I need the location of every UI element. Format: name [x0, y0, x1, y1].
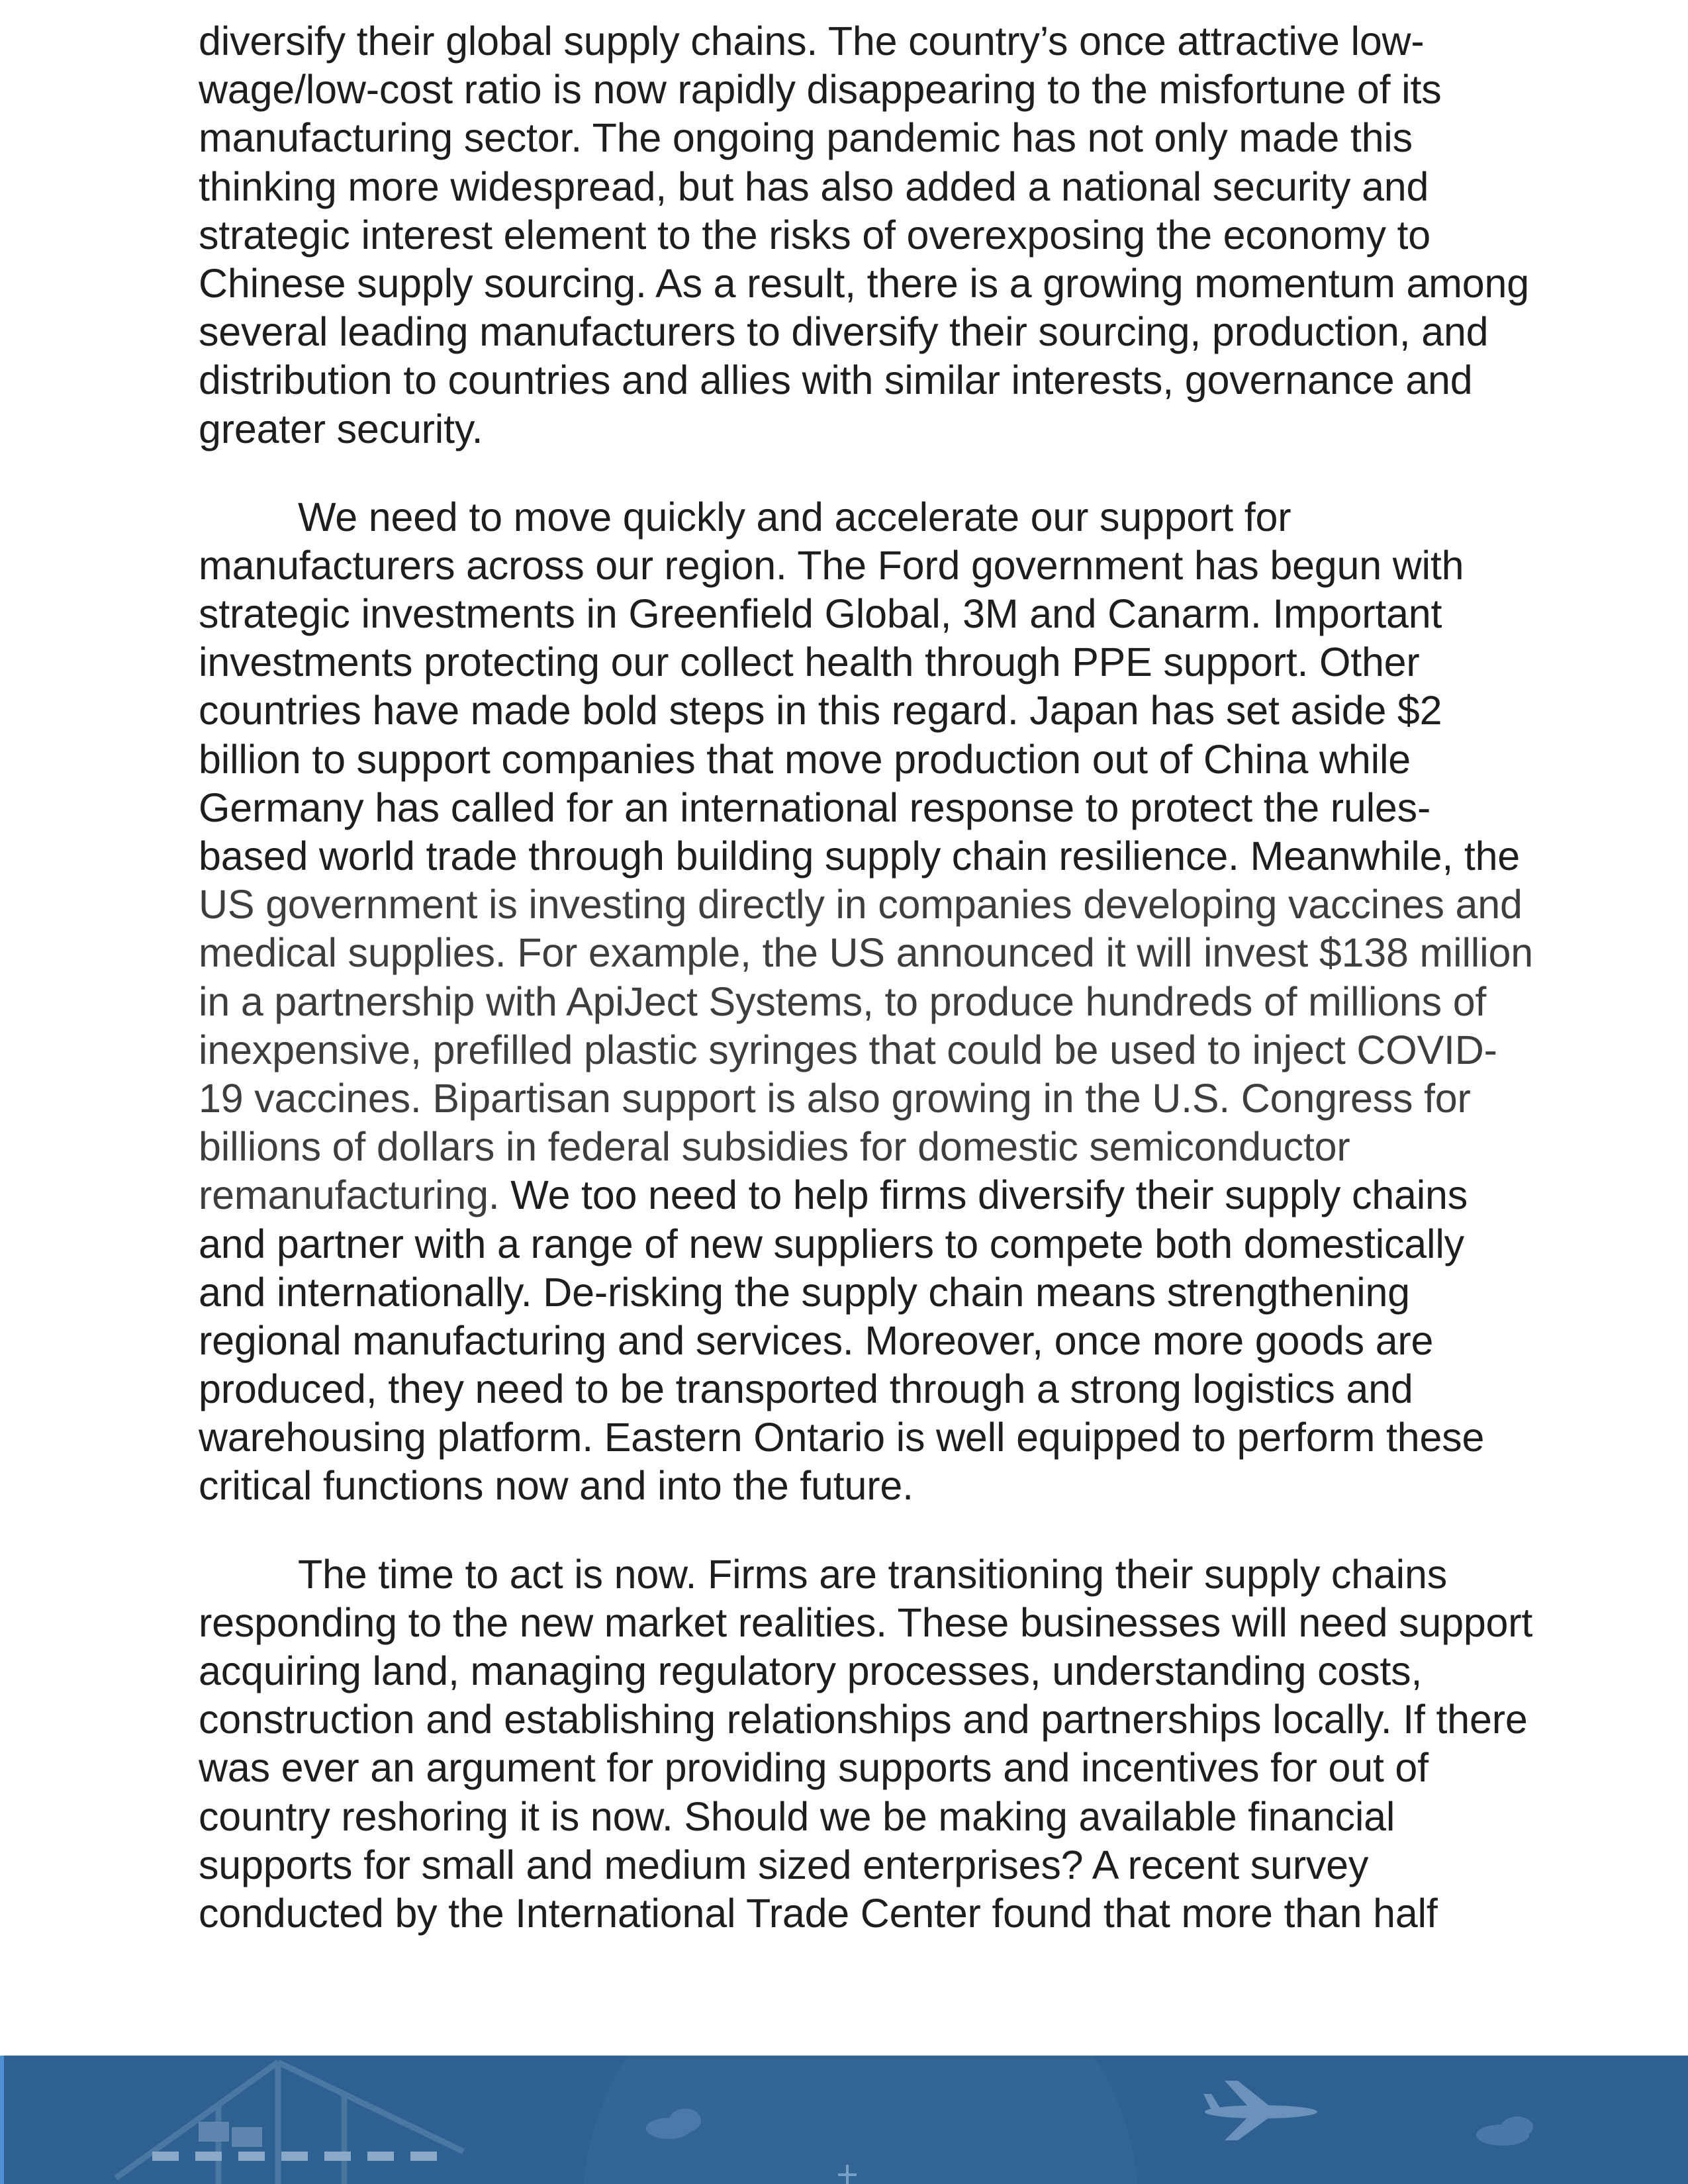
- footer-illustration: [0, 2056, 1688, 2184]
- text-line: conducted by the International Trade Center found that more than half: [199, 1890, 1438, 1936]
- text-segment: We too need to help firms diversify their supply chains: [499, 1172, 1468, 1218]
- footer-banner: [0, 2056, 1688, 2184]
- text-line: produced, they need to be transported through a strong logistics and: [199, 1366, 1413, 1412]
- text-line: responding to the new market realities. These businesses will need support: [199, 1599, 1533, 1645]
- text-line: Germany has called for an international response to protect the rules-: [199, 784, 1431, 830]
- text-line: wage/low-cost ratio is now rapidly disappearing to the misfortune of its: [199, 67, 1442, 113]
- text-line: billions of dollars in federal subsidies for domestic semiconductor: [199, 1124, 1350, 1170]
- text-line: supports for small and medium sized enterprises? A recent survey: [199, 1842, 1369, 1887]
- text-line: countries have made bold steps in this regard. Japan has set aside $2: [199, 688, 1442, 734]
- container-icon: [199, 2122, 262, 2147]
- document-body: [199, 17, 1533, 1977]
- text-line: manufacturers across our region. The Ford government has begun with: [199, 542, 1464, 588]
- edge-accent: [0, 2056, 4, 2184]
- text-line: acquiring land, managing regulatory processes, understanding costs,: [199, 1648, 1423, 1693]
- text-line: country reshoring it is now. Should we be making available financial: [199, 1793, 1395, 1839]
- text-line: billion to support companies that move production out of China while: [199, 736, 1411, 782]
- text-line: We need to move quickly and accelerate our support for: [298, 494, 1291, 540]
- text-line: manufacturing sector. The ongoing pandemic has not only made this: [199, 115, 1413, 161]
- text-line: distribution to countries and allies with similar interests, governance and: [199, 357, 1473, 403]
- text-line: in a partnership with ApiJect Systems, to produce hundreds of millions of: [199, 978, 1487, 1024]
- text-line: warehousing platform. Eastern Ontario is well equipped to perform these: [199, 1415, 1485, 1460]
- paragraph-3: [199, 1550, 1533, 1938]
- text-line: [199, 1171, 1523, 1219]
- text-line: thinking more widespread, but has also added a national security and: [199, 164, 1429, 209]
- paragraph-2: [199, 493, 1533, 1511]
- text-segment: remanufacturing.: [199, 1172, 500, 1218]
- text-line: The time to act is now. Firms are transitioning their supply chains: [298, 1551, 1448, 1597]
- text-line: investments protecting our collect health through PPE support. Other: [199, 640, 1420, 685]
- text-line: greater security.: [199, 406, 483, 451]
- text-line: strategic interest element to the risks of overexposing the economy to: [199, 212, 1431, 258]
- text-line: regional manufacturing and services. Moreover, once more goods are: [199, 1317, 1434, 1363]
- text-line: based world trade through building supply chain resilience. Meanwhile, the: [199, 833, 1521, 878]
- paragraph-1: [199, 17, 1529, 453]
- text-line: medical supplies. For example, the US announced it will invest $138 million: [199, 930, 1533, 976]
- text-line: and internationally. De-risking the supply chain means strengthening: [199, 1269, 1410, 1315]
- text-line: Chinese supply sourcing. As a result, there is a growing momentum among: [199, 260, 1529, 306]
- text-line: US government is investing directly in companies developing vaccines and: [199, 882, 1523, 927]
- text-line: critical functions now and into the future.: [199, 1463, 914, 1509]
- text-line: was ever an argument for providing supports and incentives for out of: [199, 1745, 1429, 1791]
- text-line: strategic investments in Greenfield Global, 3M and Canarm. Important: [199, 591, 1442, 637]
- text-line: several leading manufacturers to diversify their sourcing, production, and: [199, 309, 1489, 355]
- crane-icon: [116, 2062, 463, 2184]
- text-line: inexpensive, prefilled plastic syringes that could be used to inject COVID-: [199, 1027, 1497, 1072]
- airplane-icon: [1203, 2081, 1317, 2140]
- text-line: and partner with a range of new suppliers to compete both domestically: [199, 1221, 1464, 1266]
- crane-rail-icon: [152, 2152, 437, 2161]
- text-line: construction and establishing relationships and partnerships locally. If there: [199, 1697, 1528, 1742]
- text-line: diversify their global supply chains. The country’s once attractive low-: [199, 19, 1425, 64]
- text-line: 19 vaccines. Bipartisan support is also growing in the U.S. Congress for: [199, 1075, 1471, 1121]
